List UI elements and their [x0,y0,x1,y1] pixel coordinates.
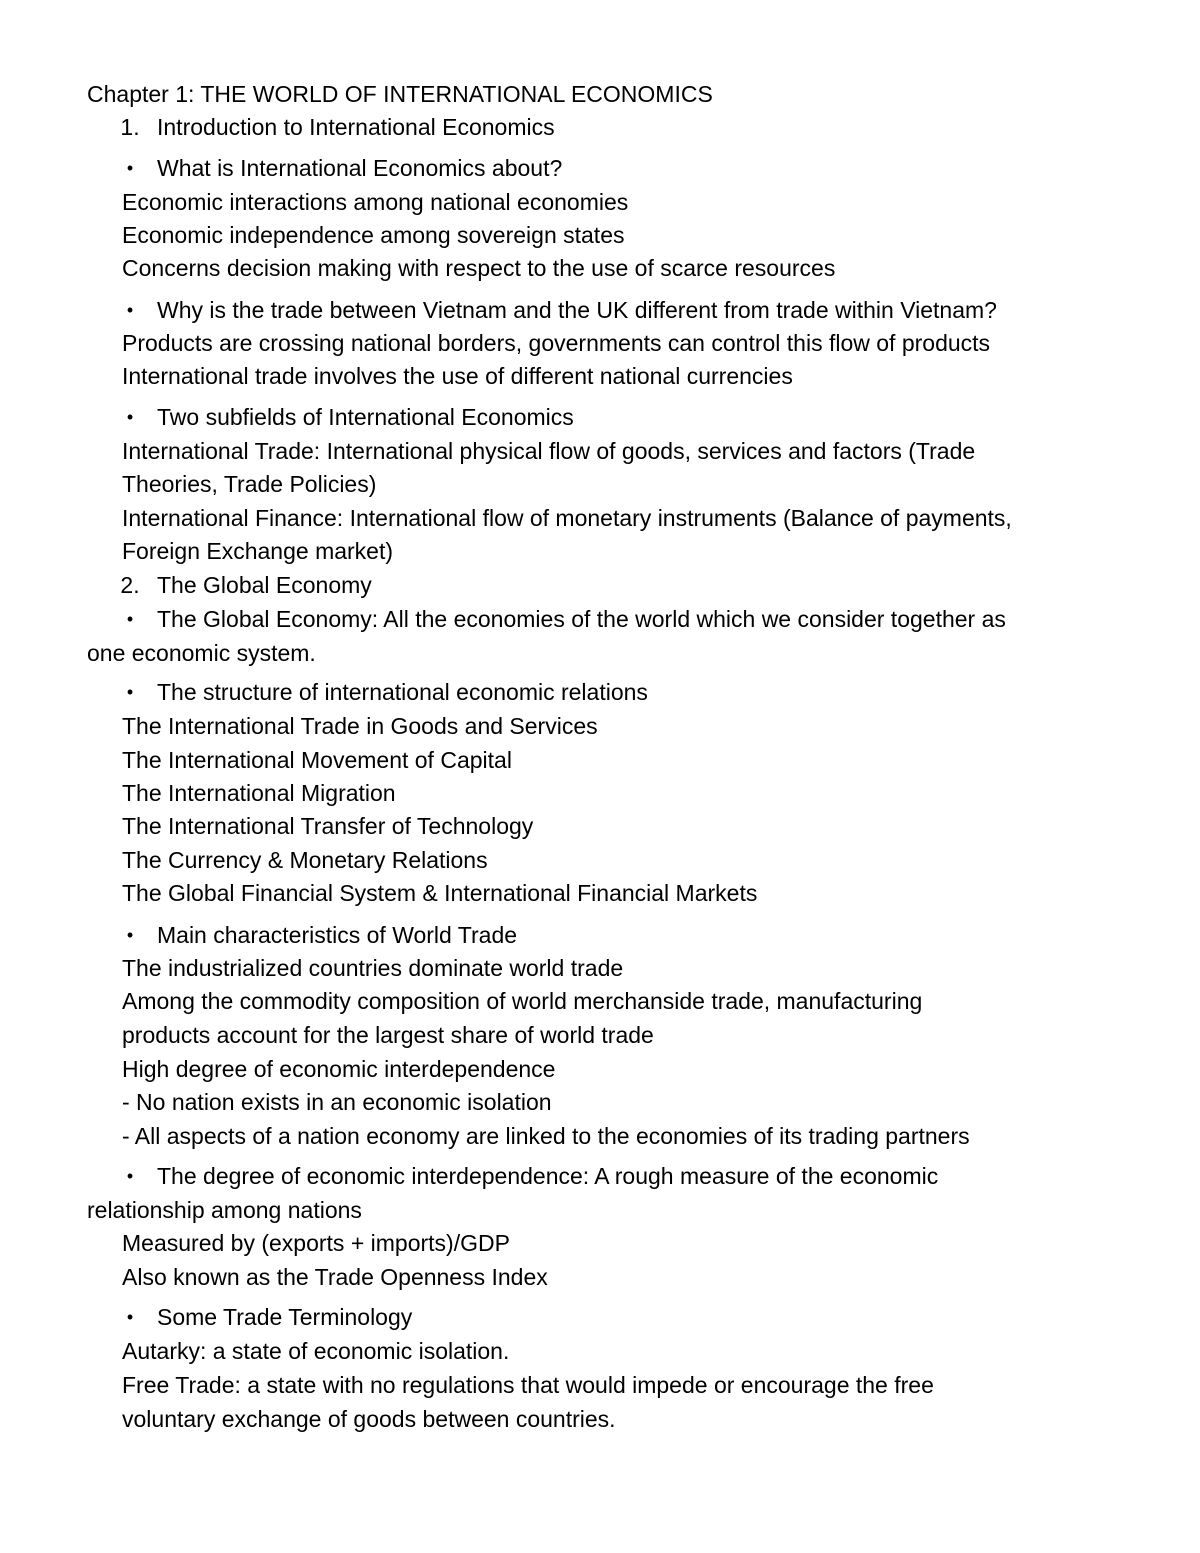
bullet-icon: • [126,925,134,945]
bullet-icon: • [126,609,134,629]
text-line: Autarky: a state of economic isolation. [122,1338,510,1364]
section-number: 2. [120,572,140,598]
text-line: one economic system. [87,640,316,666]
bullet-text: Why is the trade between Vietnam and the UK different from trade within Vietnam? [157,297,997,323]
text-line: Free Trade: a state with no regulations that would impede or encourage the free [122,1372,934,1398]
text-line: International Finance: International flow of monetary instruments (Balance of payments, [122,505,1012,531]
text-line: The International Trade in Goods and Services [122,713,598,739]
text-line: The Currency & Monetary Relations [122,847,488,873]
text-line: The Global Financial System & International Financial Markets [122,880,758,906]
bullet-text: The degree of economic interdependence: A rough measure of the economic [157,1163,939,1189]
text-line: products account for the largest share of world trade [122,1022,654,1048]
text-line: Economic interactions among national economies [122,189,629,215]
text-line: High degree of economic interdependence [122,1056,556,1082]
text-line: International Trade: International physical flow of goods, services and factors (Trade [122,438,976,464]
section-number: 1. [120,114,140,140]
bullet-icon: • [126,300,134,320]
text-line: Measured by (exports + imports)/GDP [122,1230,510,1256]
text-line: The industrialized countries dominate world trade [122,955,624,981]
bullet-text: What is International Economics about? [157,155,563,181]
section-heading: Introduction to International Economics [157,114,555,140]
text-line: Among the commodity composition of world merchanside trade, manufacturing [122,988,923,1014]
bullet-text: Two subfields of International Economics [157,404,574,430]
bullet-icon: • [126,407,134,427]
text-line: voluntary exchange of goods between countries. [122,1406,616,1432]
text-line: relationship among nations [87,1197,362,1223]
bullet-text: The structure of international economic relations [157,679,648,705]
bullet-icon: • [126,158,134,178]
text-line: Concerns decision making with respect to the use of scarce resources [122,255,836,281]
chapter-title: Chapter 1: THE WORLD OF INTERNATIONAL ECONOMICS [87,81,713,107]
text-line: Also known as the Trade Openness Index [122,1264,548,1290]
bullet-text: The Global Economy: All the economies of the world which we consider together as [157,606,1006,632]
bullet-icon: • [126,1307,134,1327]
text-line: Foreign Exchange market) [122,538,394,564]
bullet-text: Some Trade Terminology [157,1304,413,1330]
text-line: Products are crossing national borders, governments can control this flow of products [122,330,991,356]
text-line: International trade involves the use of different national currencies [122,363,793,389]
text-line: The International Movement of Capital [122,747,512,773]
section-heading: The Global Economy [157,572,372,598]
text-line: The International Transfer of Technology [122,813,534,839]
text-line: Theories, Trade Policies) [122,471,377,497]
bullet-text: Main characteristics of World Trade [157,922,518,948]
text-line: The International Migration [122,780,396,806]
bullet-icon: • [126,682,134,702]
text-line: - All aspects of a nation economy are linked to the economies of its trading partners [122,1123,970,1149]
bullet-icon: • [126,1166,134,1186]
text-line: Economic independence among sovereign states [122,222,625,248]
text-line: - No nation exists in an economic isolation [122,1089,552,1115]
